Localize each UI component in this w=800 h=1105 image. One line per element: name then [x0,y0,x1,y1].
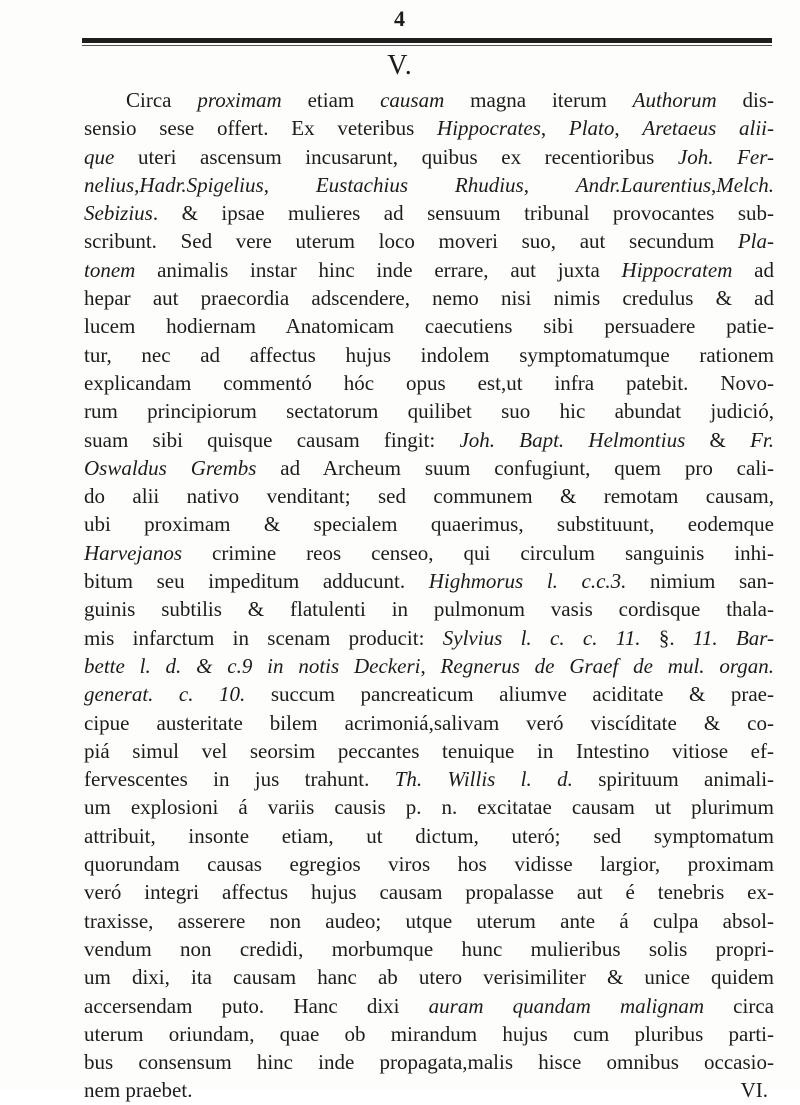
italic-segment: Authorum [632,88,717,112]
header-rule-thin [82,45,772,46]
italic-segment: causam [380,88,445,112]
text-line [84,850,774,878]
text-segment: traxisse, asserere non audeo; utque uterum ante á culpa absol- [84,908,774,933]
text-line [84,143,774,171]
text-segment: , [614,116,643,141]
catchword: VI. [740,1078,768,1103]
header-rule [82,38,772,43]
body-text [84,86,774,1105]
text-segment: uteri ascensum incusarunt, quibus ex recentioribus [114,144,678,169]
text-line [84,86,774,114]
text-segment: um dixi, ita causam hanc ab utero verisimiliter & unice quidem [84,965,774,990]
italic-segment: Highmorus l. c.c.3. [428,569,627,594]
italic-segment: Joh. Bapt. Helmontius [459,427,686,452]
text-segment: ad Archeum suum confugiunt, quem pro cali- [256,455,774,480]
text-segment: animalis instar hinc inde errare, aut juxta [135,257,622,282]
text-segment: do alii nativo venditant; sed communem & remotam causam, [84,484,774,509]
text-line [84,284,774,312]
italic-segment: Hippocrates [437,116,541,141]
text-line [84,397,774,425]
text-line [84,765,774,793]
italic-segment: proximam [197,88,282,112]
italic-segment: Eustachius Rhudius [315,172,524,197]
text-line [84,510,774,538]
italic-segment: Fr. [750,427,774,452]
text-segment: quorundam causas egregios viros hos vidisse largior, proximam [84,852,774,877]
text-segment: mis infarctum in scenam producit: [84,625,443,650]
text-segment: tur, nec ad affectus hujus indolem symptomatumque rationem [84,342,774,367]
text-segment: fervescentes in jus trahunt. [84,767,395,792]
text-line [84,1020,774,1048]
text-segment: etiam [281,88,381,112]
text-segment: ad [732,257,774,282]
text-line [84,822,774,850]
text-line [84,878,774,906]
text-segment: bitum seu impeditum adducunt. [84,569,429,594]
text-segment: magna iterum [444,88,633,112]
italic-segment: auram quandam malignam [428,993,705,1018]
text-segment: scribunt. Sed vere uterum loco moveri suo, aut secundum [84,229,738,254]
text-line [84,907,774,935]
italic-segment: Sebizius [84,201,153,226]
text-segment: um explosioni á variis causis p. n. excitatae causam ut plurimum [84,795,774,820]
text-segment: spirituum animali- [572,767,775,792]
text-segment: & [685,427,751,452]
text-line [84,1076,774,1104]
italic-segment: Andr.Laurentius [575,172,712,197]
text-segment: accersendam puto. Hanc dixi [84,993,429,1018]
italic-segment: Oswaldus Grembs [84,455,257,480]
text-line [84,737,774,765]
text-segment: , [540,116,569,141]
text-segment: §. [640,625,693,650]
text-segment: , [420,653,441,678]
text-segment: cipue austeritate bilem acrimoniá,salivam veró viscíditate & co- [84,710,774,735]
text-segment: hepar aut praecordia adscendere, nemo nisi nimis credulus & ad [84,286,774,311]
italic-segment: Harvejanos [84,540,182,565]
text-line [84,963,774,991]
text-segment: bus consensum hinc inde propagata,malis hisce omnibus occasio- [84,1050,774,1075]
italic-segment: Sylvius l. c. c. 11. [442,625,641,650]
text-line [84,652,774,680]
text-line [84,171,774,199]
text-line [84,539,774,567]
text-line [84,595,774,623]
text-segment: . & ipsae mulieres ad sensuum tribunal provocantes sub- [152,201,774,226]
text-segment: , [711,172,717,197]
text-line [84,312,774,340]
text-line [84,227,774,255]
text-segment: dis- [716,88,774,112]
text-segment: veró integri affectus hujus causam propalasse aut é tenebris ex- [84,880,774,905]
text-line [84,1048,774,1076]
text-line [84,114,774,142]
text-line [84,341,774,369]
italic-segment: Joh. Fer- [677,144,774,169]
text-segment: , [134,172,140,197]
text-line [84,709,774,737]
text-segment: , [523,172,576,197]
text-segment: nem praebet. [84,1078,193,1103]
text-segment: Circa [126,88,198,112]
italic-segment: tonem [84,257,136,282]
text-segment: rum principiorum sectatorum quilibet suo hic abundat judició, [84,399,774,424]
text-segment: , [263,172,316,197]
italic-segment: nelius [84,172,135,197]
italic-segment: Hadr.Spigelius [139,172,264,197]
text-segment: suam sibi quisque causam fingit: [84,427,460,452]
text-line [84,426,774,454]
text-line [84,624,774,652]
text-segment: attribuit, insonte etiam, ut dictum, uteró; sed symptomatum [84,823,774,848]
italic-segment: Regnerus de Graef de mul. organ. [440,653,775,678]
text-segment: piá simul vel seorsim peccantes tenuique in Intestino vitiose ef- [84,738,774,763]
text-segment: nimium san- [626,569,774,594]
text-line [84,992,774,1020]
italic-segment: 11. Bar- [692,625,775,650]
text-line [84,454,774,482]
text-line [84,482,774,510]
text-segment: guinis subtilis & flatulenti in pulmonum vasis cordisque thala- [84,597,774,622]
text-line [84,567,774,595]
text-segment: ubi proximam & specialem quaerimus, substituunt, eodemque [84,512,774,537]
text-segment: vendum non credidi, morbumque hunc mulieribus solis propri- [84,936,774,961]
text-segment: circa [704,993,774,1018]
text-segment: sensio sese offert. Ex veteribus [84,116,438,141]
italic-segment: Pla- [737,229,774,254]
text-segment: explicandam commentó hóc opus est,ut infra patebit. Novo- [84,370,774,395]
italic-segment: Hippocratem [621,257,733,282]
text-segment: succum pancreaticum aliumve aciditate & prae- [245,682,774,707]
text-line [84,256,774,284]
italic-segment: bette l. d. & c.9 in notis Deckeri [84,653,421,678]
italic-segment: Th. Willis l. d. [394,767,573,792]
italic-segment: Melch. [716,172,775,197]
italic-segment: generat. c. 10. [84,682,246,707]
text-line [84,369,774,397]
text-line [84,680,774,708]
italic-segment: Plato [568,116,615,141]
text-segment: uterum oriundam, quae ob mirandum hujus cum pluribus parti- [84,1021,774,1046]
text-segment: lucem hodiernam Anatomicam caecutiens sibi persuadere patie- [84,314,774,339]
text-line [84,793,774,821]
section-heading: V. [387,50,413,81]
italic-segment: Aretaeus alii- [642,116,774,141]
text-line [84,199,774,227]
text-line [84,935,774,963]
page-number: 4 [394,6,406,31]
text-segment: crimine reos censeo, qui circulum sanguinis inhi- [182,540,774,565]
italic-segment: que [84,144,115,169]
